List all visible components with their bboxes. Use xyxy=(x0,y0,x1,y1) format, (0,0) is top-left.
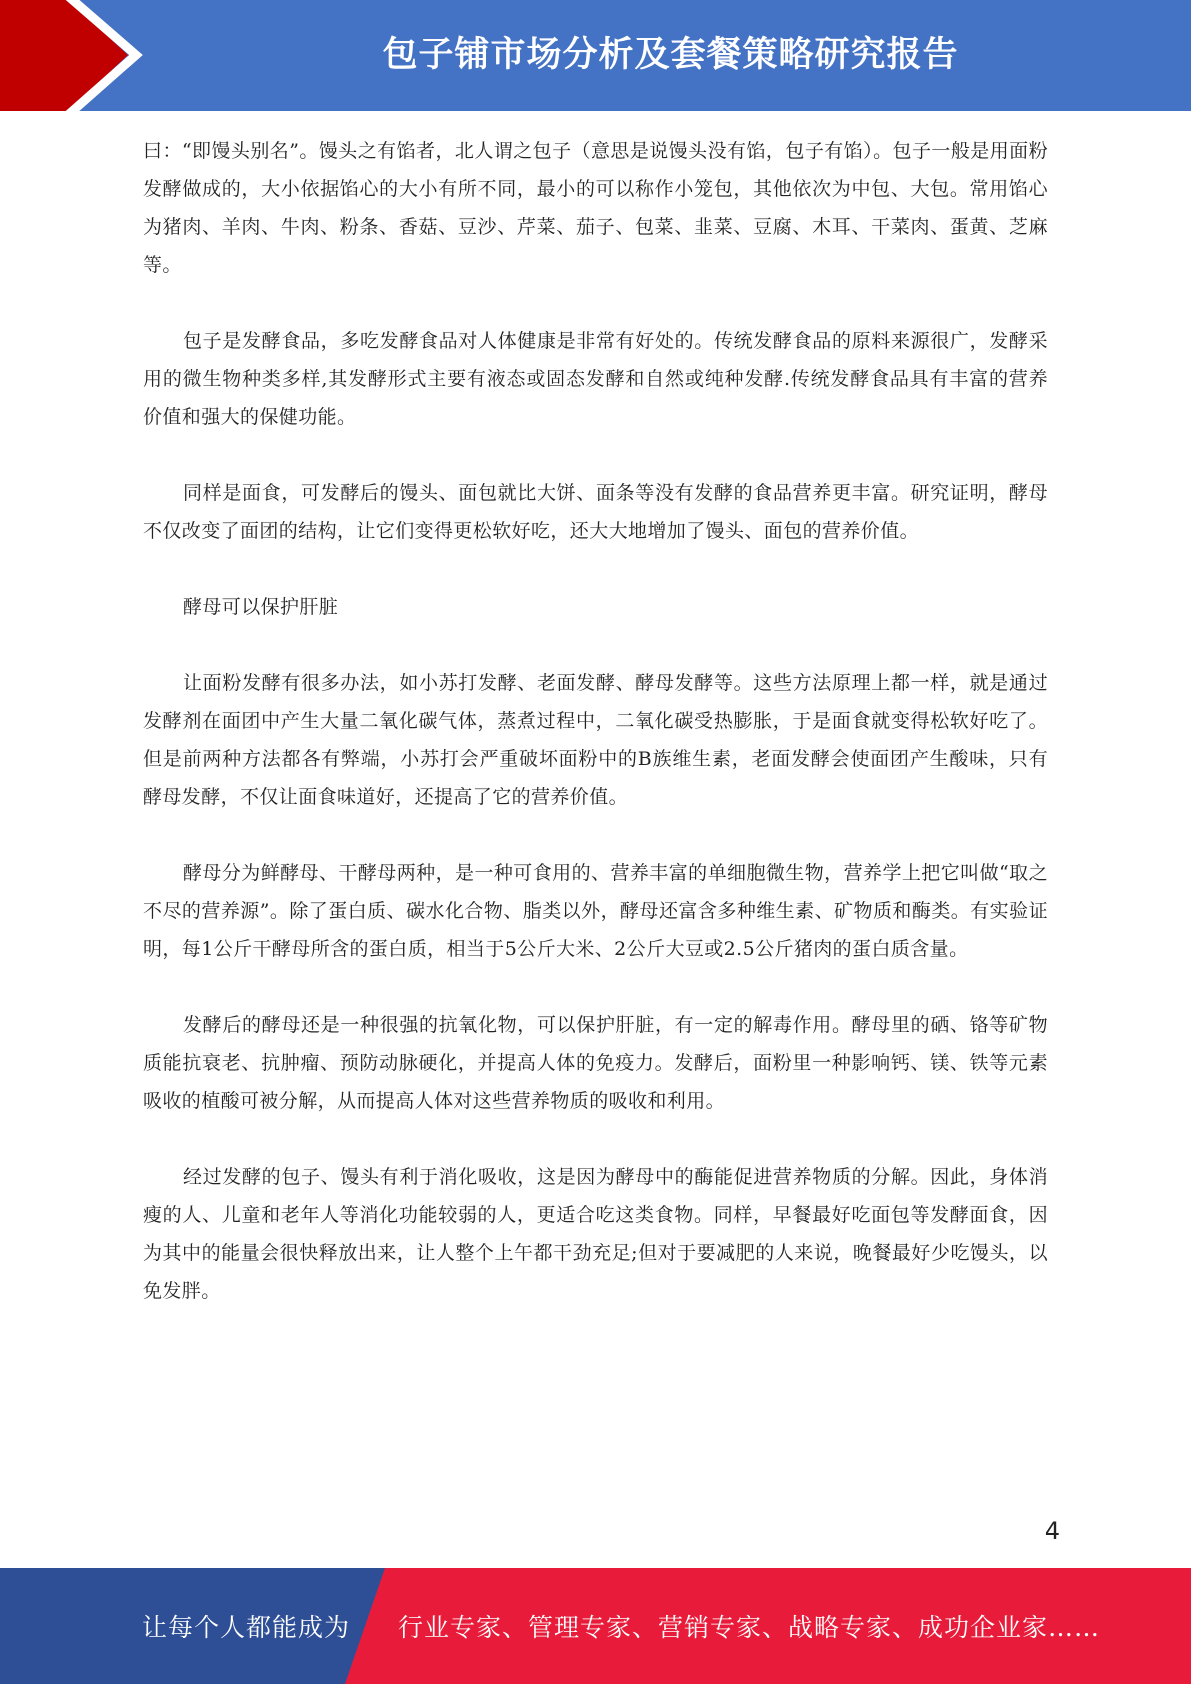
report-title: 包子铺市场分析及套餐策略研究报告 xyxy=(382,35,959,75)
footer-slogan-right: 行业专家、管理专家、营销专家、战略专家、成功企业家…… xyxy=(398,1613,1101,1642)
paragraph-digestion: 经过发酵的包子、馒头有利于消化吸收，这是因为酵母中的酶能促进营养物质的分解。因此，身体消瘦的人、儿童和老年人等消化功能较弱的人，更适合吃这类食物。同样，早餐最好吃面包等发酵面食，因为其中的能量会很快释放出来，让人整个上午都干劲充足;但对于要减肥的人来说，晚餐最好少吃馒头，以免发胖。 xyxy=(143,1166,1048,1302)
paragraph-nutrition-comparison: 同样是面食，可发酵后的馒头、面包就比大饼、面条等没有发酵的食品营养更丰富。研究证明，酵母不仅改变了面团的结构，让它们变得更松软好吃，还大大地增加了馒头、面包的营养价值。 xyxy=(143,482,1048,542)
footer-banner xyxy=(0,1568,1191,1684)
paragraph-intro: 曰：“即馒头别名”。馒头之有馅者，北人谓之包子（意思是说馒头没有馅，包子有馅）。包子一般是用面粉发酵做成的，大小依据馅心的大小有所不同，最小的可以称作小笼包，其他依次为中包、大包。常用馅心为猪肉、羊肉、牛肉、粉条、香菇、豆沙、芹菜、茄子、包菜、韭菜、豆腐、木耳、干菜肉、蛋黄、芝麻等。 xyxy=(143,140,1048,276)
paragraph-antioxidant: 发酵后的酵母还是一种很强的抗氧化物，可以保护肝脏，有一定的解毒作用。酵母里的硒、铬等矿物质能抗衰老、抗肿瘤、预防动脉硬化，并提高人体的免疫力。发酵后，面粉里一种影响钙、镁、铁等元素吸收的植酸可被分解，从而提高人体对这些营养物质的吸收和利用。 xyxy=(143,1014,1048,1112)
document-body xyxy=(143,132,1048,1310)
paragraph-yeast-types: 酵母分为鲜酵母、干酵母两种，是一种可食用的、营养丰富的单细胞微生物，营养学上把它叫做“取之不尽的营养源”。除了蛋白质、碳水化合物、脂类以外，酵母还富含多种维生素、矿物质和酶类。有实验证明，每1公斤干酵母所含的蛋白质，相当于5公斤大米、2公斤大豆或2.5公斤猪肉的蛋白质含量。 xyxy=(143,862,1048,960)
footer-slogan-left: 让每个人都能成为 xyxy=(142,1613,351,1642)
page-number: 4 xyxy=(1044,1517,1060,1545)
chevron-arrow-icon xyxy=(0,0,160,111)
paragraph-fermentation-methods: 让面粉发酵有很多办法，如小苏打发酵、老面发酵、酵母发酵等。这些方法原理上都一样，就是通过发酵剂在面团中产生大量二氧化碳气体，蒸煮过程中，二氧化碳受热膨胀，于是面食就变得松软好吃了。但是前两种方法都各有弊端，小苏打会严重破坏面粉中的B族维生素，老面发酵会使面团产生酸味，只有酵母发酵，不仅让面食味道好，还提高了它的营养价值。 xyxy=(143,672,1048,808)
header-banner xyxy=(0,0,1191,111)
section-subheading: 酵母可以保护肝脏 xyxy=(183,596,339,618)
paragraph-fermented-food: 包子是发酵食品，多吃发酵食品对人体健康是非常有好处的。传统发酵食品的原料来源很广，发酵采用的微生物种类多样,其发酵形式主要有液态或固态发酵和自然或纯种发酵.传统发酵食品具有丰富的营养价值和强大的保健功能。 xyxy=(143,330,1048,428)
